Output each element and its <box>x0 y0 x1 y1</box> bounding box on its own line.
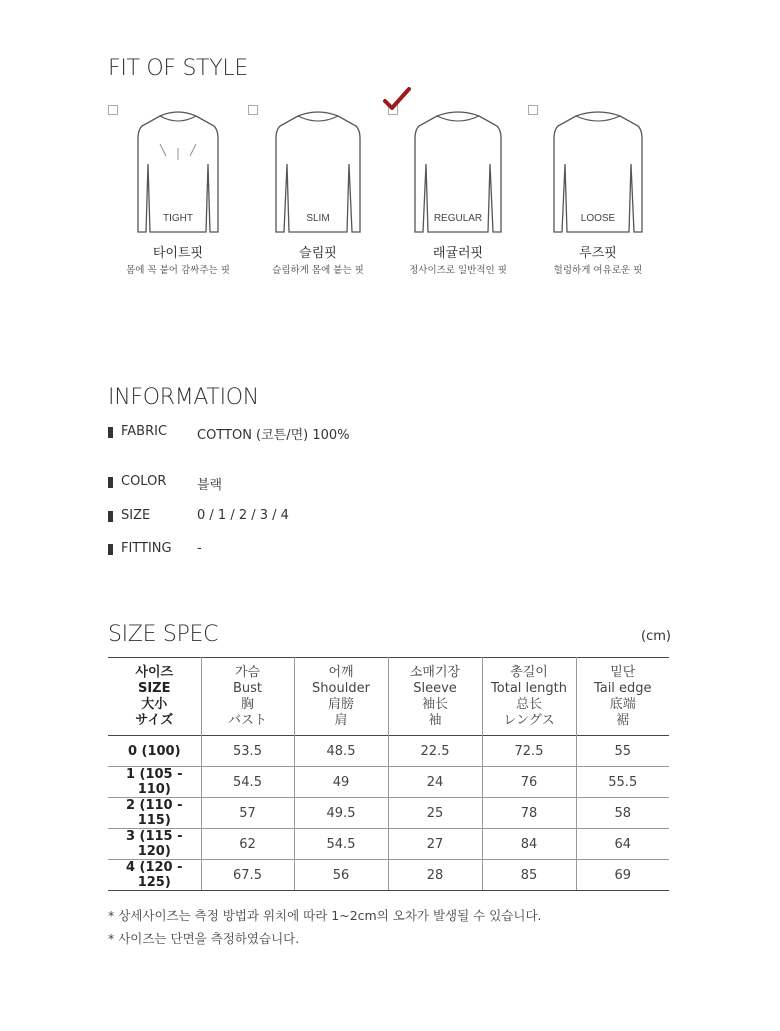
size-spec-section-title: SIZE SPEC <box>108 622 219 647</box>
sleeve-cell: 22.5 <box>388 736 482 767</box>
bullet-icon <box>108 477 113 488</box>
size-spec-table <box>108 657 669 891</box>
bullet-icon <box>108 511 113 522</box>
info-label: COLOR <box>121 474 167 489</box>
header-tail-edge: 밑단 Tail edge 底端 裾 <box>576 658 669 736</box>
bust-cell: 53.5 <box>201 736 294 767</box>
fit-checkbox[interactable] <box>108 105 118 115</box>
fit-option-loose[interactable] <box>528 90 668 290</box>
size-cell: 3 (115 - 120) <box>108 829 201 860</box>
header-total-length: 총길이 Total length 总长 レングス <box>482 658 576 736</box>
fit-desc: 헐렁하게 여유로운 핏 <box>553 265 643 276</box>
fit-checkbox[interactable] <box>528 105 538 115</box>
sleeve-cell: 28 <box>388 860 482 891</box>
tail-edge-cell: 55 <box>576 736 669 767</box>
tail-edge-cell: 55.5 <box>576 767 669 798</box>
size-cell: 2 (110 - 115) <box>108 798 201 829</box>
bust-cell: 67.5 <box>201 860 294 891</box>
info-value: 블랙 <box>197 478 223 493</box>
unit-label: (cm) <box>641 629 671 644</box>
size-notes <box>108 904 542 950</box>
size-cell: 1 (105 - 110) <box>108 767 201 798</box>
fit-name: 타이트핏 <box>152 246 204 261</box>
fit-option-regular[interactable] <box>388 90 528 290</box>
table-row <box>108 860 669 891</box>
table-row <box>108 829 669 860</box>
info-label: SIZE <box>121 508 151 523</box>
fit-desc: 정사이즈로 일반적인 핏 <box>409 265 507 276</box>
table-row <box>108 798 669 829</box>
fit-name: 래귤러핏 <box>432 246 484 261</box>
bust-cell: 57 <box>201 798 294 829</box>
tail-edge-cell: 64 <box>576 829 669 860</box>
table-header-row <box>108 658 669 736</box>
bust-cell: 54.5 <box>201 767 294 798</box>
shoulder-cell: 49.5 <box>294 798 388 829</box>
info-value: COTTON (코튼/면) 100% <box>197 428 350 443</box>
bust-cell: 62 <box>201 829 294 860</box>
information-section-title: INFORMATION <box>108 385 259 410</box>
fit-tag: TIGHT <box>163 213 193 224</box>
fit-tag: REGULAR <box>433 213 483 224</box>
header-size: 사이즈 SIZE 大小 サイズ <box>135 664 174 728</box>
bullet-icon <box>108 427 113 438</box>
tail-edge-cell: 58 <box>576 798 669 829</box>
fit-tag: SLIM <box>306 213 330 224</box>
shoulder-cell: 56 <box>294 860 388 891</box>
checkmark-icon <box>382 86 412 112</box>
sleeve-cell: 24 <box>388 767 482 798</box>
total-length-cell: 76 <box>482 767 576 798</box>
fit-name: 루즈핏 <box>579 246 617 261</box>
info-label: FABRIC <box>121 424 168 439</box>
fit-tag: LOOSE <box>580 213 616 224</box>
total-length-cell: 72.5 <box>482 736 576 767</box>
total-length-cell: 84 <box>482 829 576 860</box>
note-cross-section: * 사이즈는 단면을 측정하였습니다. <box>108 931 300 946</box>
total-length-cell: 85 <box>482 860 576 891</box>
fit-checkbox[interactable] <box>248 105 258 115</box>
shoulder-cell: 54.5 <box>294 829 388 860</box>
fit-name: 슬림핏 <box>299 246 337 261</box>
shoulder-cell: 48.5 <box>294 736 388 767</box>
table-row <box>108 736 669 767</box>
table-row <box>108 767 669 798</box>
fit-desc: 슬림하게 몸에 붙는 핏 <box>272 265 364 276</box>
info-label: FITTING <box>121 541 172 556</box>
size-cell: 0 (100) <box>108 736 201 767</box>
sleeve-cell: 27 <box>388 829 482 860</box>
bullet-icon <box>108 544 113 555</box>
header-sleeve: 소매기장 Sleeve 袖长 袖 <box>388 658 482 736</box>
fit-desc: 몸에 꼭 붙어 감싸주는 핏 <box>126 265 230 276</box>
sleeve-cell: 25 <box>388 798 482 829</box>
header-shoulder: 어깨 Shoulder 肩膀 肩 <box>294 658 388 736</box>
shoulder-cell: 49 <box>294 767 388 798</box>
fit-section-title: FIT OF STYLE <box>108 56 248 81</box>
size-cell: 4 (120 - 125) <box>108 860 201 891</box>
total-length-cell: 78 <box>482 798 576 829</box>
header-bust: 가슴 Bust 胸 バスト <box>201 658 294 736</box>
tail-edge-cell: 69 <box>576 860 669 891</box>
fit-options <box>0 90 780 290</box>
info-value: - <box>197 541 202 556</box>
info-value: 0 / 1 / 2 / 3 / 4 <box>197 508 289 523</box>
fit-option-tight[interactable] <box>108 90 248 290</box>
fit-option-slim[interactable] <box>248 90 388 290</box>
note-measurement-error: * 상세사이즈는 측정 방법과 위치에 따라 1~2cm의 오차가 발생될 수 있습니다. <box>108 908 542 923</box>
